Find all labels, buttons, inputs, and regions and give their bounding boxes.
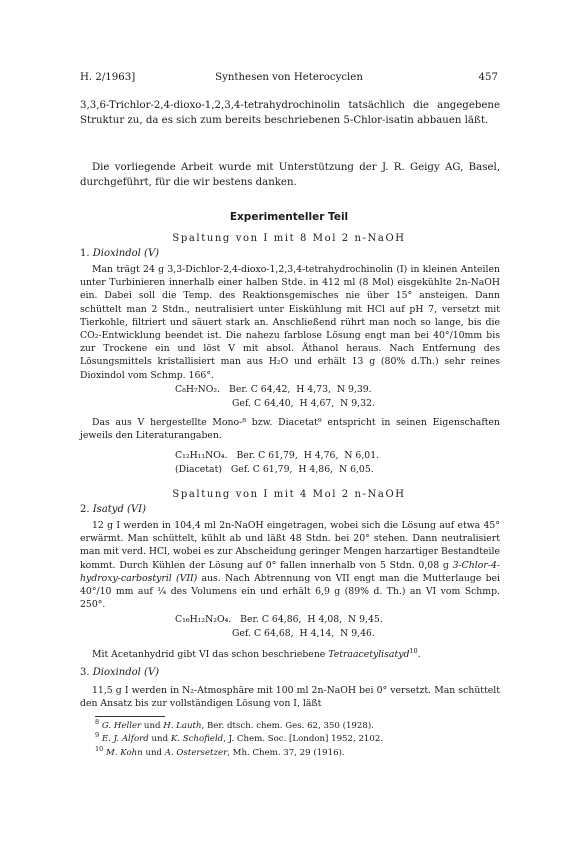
footnote-ref-10: 10 — [409, 646, 418, 655]
part1-heading: Spaltung von I mit 8 Mol 2 n-NaOH — [172, 233, 406, 244]
header-title: Synthesen von Heterocyclen — [215, 72, 363, 83]
part2-acetylation-note: Mit Acetanhydrid gibt VI das schon beschriebene Tetraacetylisatyd$^{10}$. — [92, 646, 421, 660]
page-number: 457 — [478, 72, 498, 83]
part2-analysis-gef: Gef. C 64,68, H 4,14, N 9,46. — [232, 628, 375, 639]
part1-analysis-ber — [175, 383, 372, 396]
header-journal-issue: H. 2/1963] — [80, 72, 136, 83]
part2-title: Isatyd (VI) — [92, 504, 147, 515]
ber2-label: Ber. — [236, 450, 256, 461]
gef2-label: Gef. — [230, 464, 250, 475]
part3-number: 3. — [80, 667, 90, 678]
part3-title: Dioxindol (V) — [92, 667, 160, 678]
section-title: Experimenteller Teil — [229, 211, 349, 223]
ber-label: Ber. — [229, 384, 248, 395]
part1-acetate-note: Das aus V hergestellte Mono-⁸ bzw. Diacetat⁹ entspricht in seinen Eigenschaften jeweils den Literaturangaben. — [80, 417, 500, 442]
footnote-10: $^{10}$ M. Kohn und A. Ostersetzer, Mh. Chem. 37, 29 (1916). — [95, 744, 345, 758]
gef-values: C 64,40, H 4,67, N 9,32. — [253, 398, 375, 409]
part1-formula2: C₁₂H₁₁NO₄. — [175, 450, 228, 461]
ber-values: C 64,42, H 4,73, N 9,39. — [250, 384, 372, 395]
part1-title: Dioxindol (V) — [92, 248, 160, 259]
part2-formula: C₁₆H₁₂N₂O₄. — [175, 614, 232, 625]
part3-procedure: 11,5 g I werden in N₂-Atmosphäre mit 100 ml 2n-NaOH bei 0° versetzt. Man schüttelt den Ansatz bis zur vollständigen Lösung von I, läßt — [80, 685, 500, 710]
ber2-values: C 61,79, H 4,76, N 6,01. — [258, 450, 380, 461]
part2-analysis-ber: C₁₆H₁₂N₂O₄. Ber. C 64,86, H 4,08, N 9,45. — [175, 614, 383, 625]
part1-analysis2-gef — [175, 463, 374, 476]
footnote-9: $^9$ E. J. Alford und K. Schofield, J. Chem. Soc. [London] 1952, 2102. — [95, 731, 384, 745]
intro-paragraph-1: 3,3,6-Trichlor-2,4-dioxo-1,2,3,4-tetrahydrochinolin tatsächlich die angegebene Struktur zu, da es sich zum bereits beschriebenen 5-Chlor-isatin abbauen läßt. — [80, 100, 500, 127]
part3-subtitle — [80, 666, 159, 680]
footnotes — [95, 720, 383, 760]
footnote-divider — [95, 716, 165, 717]
compound-vii-name: 3-Chlor-4-hydroxy-carbostyril (VII) — [80, 559, 500, 584]
part2-number: 2. — [80, 504, 90, 515]
acknowledgement-paragraph: Die vorliegende Arbeit wurde mit Unterstützung der J. R. Geigy AG, Basel, durchgeführt, für die wir bestens danken. — [80, 162, 500, 189]
part1-number: 1. — [80, 248, 90, 259]
part2-heading: Spaltung von I mit 4 Mol 2 n-NaOH — [172, 489, 406, 500]
part1-formula: C₈H₇NO₂. — [175, 384, 221, 395]
part2-procedure: 12 g I werden in 104,4 ml 2n-NaOH eingetragen, wobei sich die Lösung auf etwa 45° erwärmt. Man schüttelt, kühlt ab und läßt 48 Stdn. bei 20° stehen. Dann neutralisiert man mit verd. HCl, wobei es zur Abscheidung geringer Mengen harzartiger Bestandteile kommt. Durch Kühlen der Lösung auf 0° fallen innerhalb von 5 Stdn. 0,08 g 3-Chlor-4-hydroxy-carbostyril (VII) aus. Nach Abtrennung von VII engt man die Mutterlauge bei 40°/10 mm auf ¼ des Volumens ein und erhält 6,9 g (89% d. Th.) an VI vom Schmp. 250°. — [80, 520, 500, 611]
part2-subtitle — [80, 503, 146, 517]
part1-analysis2-ber — [175, 449, 379, 462]
footnote-8: $^8$ G. Heller und H. Lauth, Ber. dtsch. chem. Ges. 62, 350 (1928). — [95, 718, 374, 731]
diacetat-label: (Diacetat) — [175, 464, 222, 475]
part1-subtitle — [80, 247, 159, 261]
part1-procedure: Man trägt 24 g 3,3-Dichlor-2,4-dioxo-1,2,3,4-tetrahydrochinolin (I) in kleinen Anteilen unter Turbinieren innerhalb einer halben Stde. in 412 ml (8 Mol) eisgekühlte 2n-NaOH ein. Dabei soll die Temp. des Reaktionsgemisches nie über 15° ansteigen. Dann schüttelt man 2 Stdn., neutralisiert unter Eiskühlung mit HCl auf pH 7, versetzt mit Tierkohle, filtriert und säuert stark an. Anschließend rührt man noch so lange, bis die CO₂-Entwicklung beendet ist. Die nahezu farblose Lösung engt man bei 40°/10mm bis zur Trockene ein und löst V mit absol. Äthanol heraus. Nach Entfernung des Lösungsmittels kristallisiert man aus H₂O und erhält 13 g (80% d.Th.) sehr reines Dioxindol vom Schmp. 166°. — [80, 264, 500, 381]
part1-analysis-gef — [232, 397, 375, 410]
gef2-values: C 61,79, H 4,86, N 6,05. — [252, 464, 374, 475]
gef-label: Gef. — [232, 398, 251, 409]
running-header — [80, 70, 498, 86]
